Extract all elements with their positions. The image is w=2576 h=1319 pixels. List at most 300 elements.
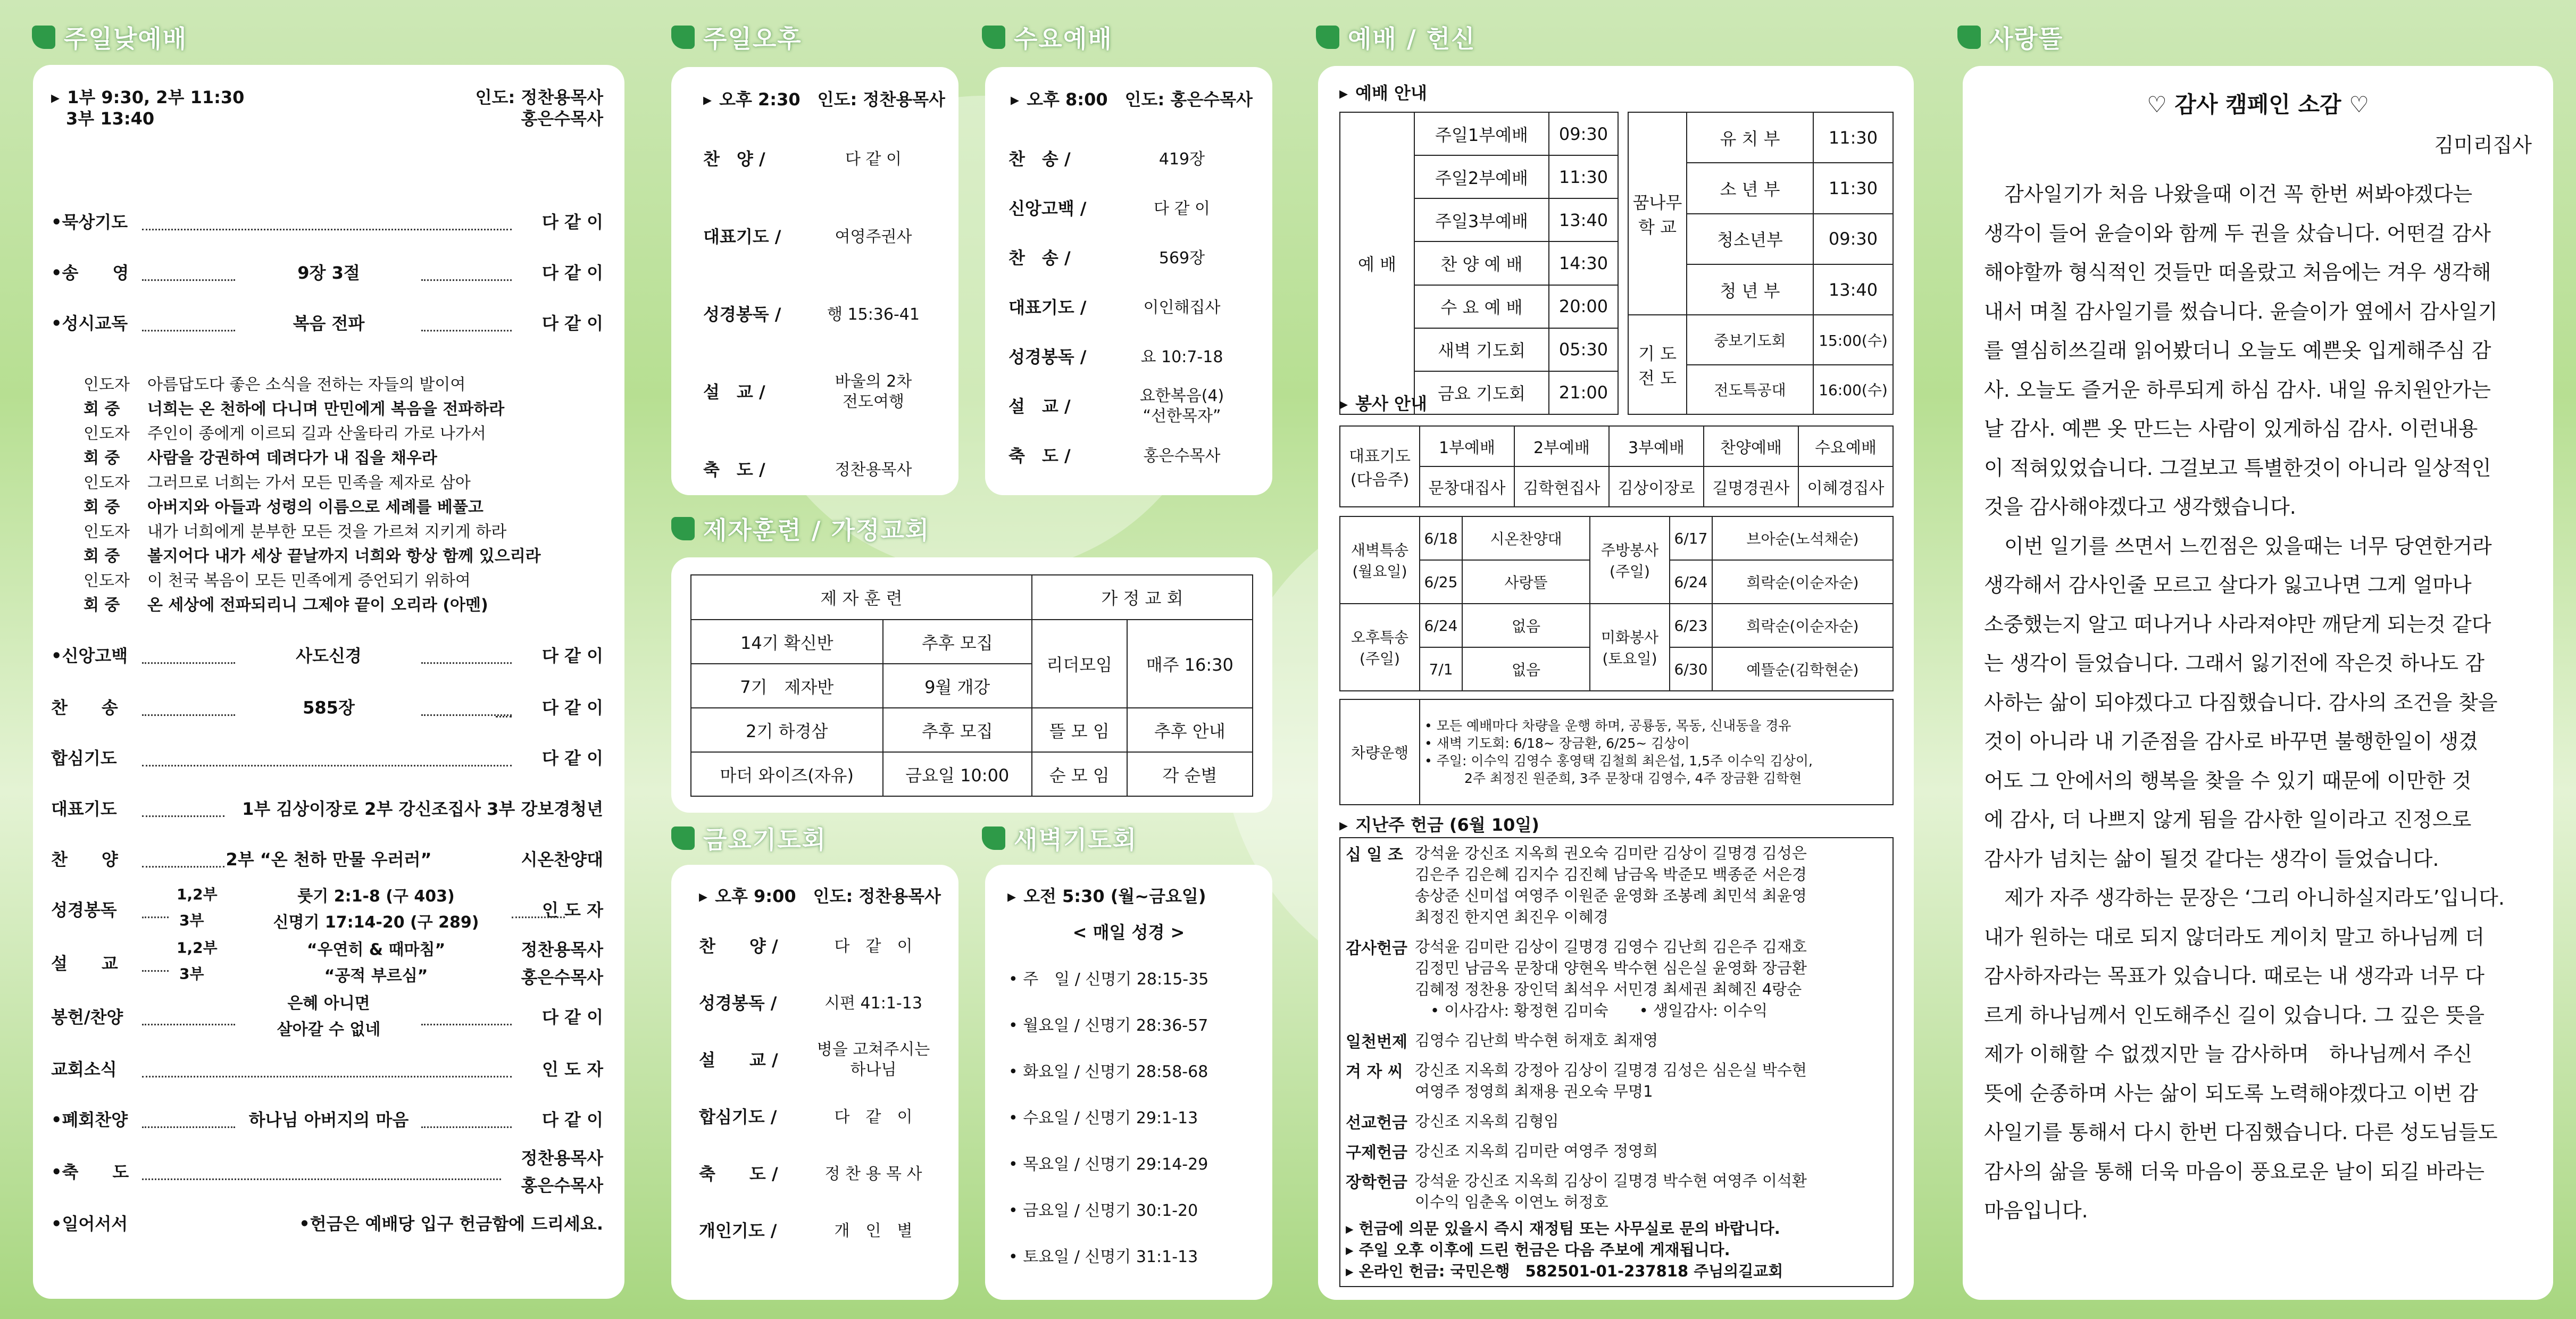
dotted-leader [421,330,512,331]
order-person: 다 같 이 [541,313,603,333]
essay-line: 감사일기가 처음 나왔을때 이건 꼭 한번 써봐야겠다는 [1984,182,2473,206]
dotted-leader [142,1076,512,1078]
order-content: 행 15:36-41 [827,305,920,324]
dotted-leader [421,662,512,664]
order-label: 성경봉독 / [1008,347,1087,367]
table-cell: 1부예배 [1420,426,1514,466]
order-content: 다 같 이 [834,937,913,956]
table-cell: 6/30 [1670,647,1712,691]
leader-name: 홍은수목사 [521,108,603,129]
offering-note: ▸ 온라인 헌금: 국민은행 582501-01-237818 주님의길교회 [1346,1262,1783,1280]
table-cell [1628,112,1687,315]
service-time: ▸ 오후 9:00 인도: 정찬용목사 [699,883,941,907]
table-cell: 금요일 10:00 [883,752,1032,796]
essay-line: 생각해서 감사인줄 모르고 살다가 잃고나면 그게 얼마나 [1984,573,2472,597]
offering-names: 송상준 신미섭 여영주 이원준 윤영화 조봉례 최민석 최윤영 [1415,887,1807,905]
table-cell: 청 년 부 [1687,264,1813,315]
order-content: 요한복음(4) [1139,387,1224,405]
table-cell: 리더모임 [1032,620,1127,708]
table-cell: 주일2부예배 [1414,155,1549,198]
order-content: 다 같 이 [834,1108,913,1126]
essay-line: 사일기를 통해서 다시 한번 다짐했습니다. 다른 성도님들도 [1984,1121,2498,1144]
table-cell: 기 도 [1638,343,1677,364]
table-cell: 09:30 [1549,112,1618,155]
table-cell: 이혜경집사 [1798,466,1893,507]
verse-text: 주인이 종에게 이르되 길과 산울타리 가로 나가서 [147,424,486,444]
order-content: 룻기 2:1-8 (구 403) [297,887,455,906]
service-table [1339,425,1894,507]
order-person: 다 같 이 [541,645,603,666]
order-content: 시편 41:1-13 [824,994,922,1013]
table-cell: 소 년 부 [1687,163,1813,213]
offering-names: 강석윤 김미란 김상이 길명경 김영수 김난희 김은주 김재호 [1415,938,1807,956]
order-label: 대표기도 / [703,227,781,247]
verse-speaker: 회 중 [84,400,120,419]
dotted-leader [142,765,512,766]
essay-line: 이번 일기를 쓰면서 느낀점은 있을때는 너무 당연한거라 [1984,534,2492,558]
verse-speaker: 회 중 [84,547,120,566]
order-label: 찬 송 / [1008,149,1071,169]
section-header [671,16,802,59]
table-cell: 14기 확신반 [691,620,883,664]
vehicle-info [1420,699,1893,805]
table-cell: 차량운행 [1340,699,1420,805]
essay-line: 내서 며칠 감사일기를 썼습니다. 윤슬이가 옆에서 감사일기 [1984,299,2498,323]
order-label: 성경봉독 / [703,304,781,324]
section-header [671,507,930,550]
table-cell: 뜰 모 임 [1032,708,1127,752]
order-content: 사도신경 [296,645,362,666]
order-content: 은혜 아니면 [287,994,370,1013]
table-cell: 11:30 [1813,112,1893,163]
order-person: 다 같 이 [541,1109,603,1130]
table-cell: 13:40 [1549,198,1618,241]
section-header [1957,16,2063,59]
essay-line: 이 적혀있었습니다. 그걸보고 특별한것이 아니라 일상적인 [1984,456,2491,480]
essay-line: 내가 원하는 대로 되지 않더라도 게이치 말고 하나님께 더 [1984,925,2485,949]
order-content: 419장 [1158,150,1205,169]
leaf-square-icon [671,26,695,49]
table-cell: 브아순(노석채순) [1712,516,1893,560]
essay-line: 소중했는지 알고 떠나거나 사라져야만 깨닫게 되는것 같다 [1984,612,2491,636]
verse-speaker: 인도자 [84,473,130,492]
order-part: 3부 [179,911,204,929]
table-cell: 사랑뜰 [1462,560,1590,604]
wednesday-worship-panel [985,67,1272,495]
table-cell: 유 치 부 [1687,112,1813,163]
service-times: ▸ 1부 9:30, 2부 11:30 [51,84,244,108]
essay-line: 사. 오늘도 즐거운 하루되게 하심 감사. 내일 유치원안가는 [1984,378,2491,402]
dotted-leader [142,815,224,817]
daily-bible-reading: • 토요일 / 신명기 31:1-13 [1008,1248,1198,1266]
essay-line: 날 감사. 예쁜 옷 만드는 사람이 있게하심 감사. 이런내용 [1984,417,2478,440]
dotted-leader [142,866,224,867]
order-label: 신앙고백 / [1008,198,1087,219]
order-part: 1,2부 [177,939,218,957]
section-header [1316,16,1476,59]
friday-prayer-panel [671,865,958,1300]
verse-text: 내가 너희에게 분부한 모든 것을 가르쳐 지키게 하라 [147,522,507,541]
dotted-leader [421,1024,512,1025]
order-label: 축 도 / [1008,446,1071,466]
dotted-leader [496,716,512,717]
essay-line: 감사의 삶을 통해 더욱 마음이 풍요로운 날이 되길 바라는 [1984,1159,2485,1183]
order-person: 홍은수목사 [521,1175,603,1196]
table-cell: 추후 안내 [1127,708,1253,752]
order-label: 찬 양 / [699,936,778,956]
verse-speaker: 회 중 [84,498,120,517]
table-cell: 새벽 기도회 [1414,328,1549,371]
table-cell: 09:30 [1813,214,1893,264]
essay-author: 김미리집사 [2434,133,2532,157]
offering-note: ▸ 주일 오후 이후에 드린 헌금은 다음 주보에 게재됩니다. [1346,1241,1730,1259]
order-content: 1부 김상이장로 2부 강신조집사 3부 강보경청년 [242,798,603,819]
service-time: ▸ 오전 5:30 (월~금요일) [1007,883,1206,907]
order-content: 하나님 [850,1061,897,1079]
love-garden-panel [1963,66,2553,1300]
dotted-leader [142,229,512,230]
table-cell: 6/18 [1420,516,1462,560]
essay-line: 마음입니다. [1984,1199,2088,1222]
dotted-leader [142,330,235,331]
table-cell: 21:00 [1549,371,1618,414]
dotted-leader [142,1179,501,1180]
order-person: 인 도 자 [541,1059,603,1080]
table-cell: 각 순별 [1127,752,1253,796]
table-cell: 수요예배 [1798,426,1893,466]
order-label: •성시교독 [51,313,128,333]
offering-category: 겨 자 씨 [1346,1063,1403,1081]
order-label: 봉헌/찬양 [51,1007,123,1028]
leaf-square-icon [1316,26,1339,49]
table-cell: 2부예배 [1514,426,1609,466]
table-cell: 대표기도 (다음주) [1340,426,1420,507]
order-content: 요 10:7-18 [1140,348,1223,366]
offering-names: 김영수 김난희 박수현 허재호 최재영 [1415,1031,1658,1049]
order-content: 585장 [303,697,355,718]
offering-category: 일천번제 [1346,1033,1407,1051]
discipleship-table [690,574,1253,797]
order-content: 바울의 2차 [835,372,912,391]
table-cell: 11:30 [1813,163,1893,213]
verse-text: 그러므로 너희는 가서 모든 민족을 제자로 삼아 [147,473,471,492]
dotted-leader [512,916,565,918]
dotted-leader [142,714,235,716]
order-label: 축 도 / [703,460,765,480]
order-label: 설 교 [51,953,118,974]
table-cell: 희락순(이순자순) [1712,560,1893,604]
worship-offering-panel [1318,66,1914,1300]
essay-line: 사하는 삶이 되야겠다고 다짐했습니다. 감사의 조건을 찾을 [1984,690,2498,714]
service-time: ▸ 오후 2:30 인도: 정찬용목사 [703,86,945,111]
dotted-leader [421,1126,512,1128]
table-cell: 새벽특송 (월요일) [1340,516,1420,604]
leaf-square-icon [671,517,695,540]
verse-text: 너희는 온 천하에 다니며 만민에게 복음을 전파하라 [147,400,505,419]
daily-bible-reading: • 목요일 / 신명기 29:14-29 [1008,1155,1208,1174]
section-title: 금요기도회 [703,825,827,854]
dawn-prayer-panel [985,865,1272,1300]
order-label: •폐회찬양 [51,1109,128,1130]
table-cell: 금요 기도회 [1414,371,1549,414]
order-label: 찬 양 / [703,149,765,169]
essay-line: 감사가 넘치는 삶이 될것 같다는 생각이 들었습니다. [1984,847,2439,871]
order-content: 복음 전파 [293,313,365,333]
table-cell: 6/25 [1420,560,1462,604]
order-label: 찬 송 / [1008,248,1071,268]
section-title: 예배 / 헌신 [1348,24,1476,53]
offering-names: 강신조 지옥희 김미란 여영주 정영희 [1415,1142,1658,1160]
section-header [32,16,187,59]
order-content: 전도여행 [843,393,904,411]
table-cell: 14:30 [1549,241,1618,285]
order-content: “공적 부르심” [324,966,428,986]
table-cell: 김상이장로 [1609,466,1704,507]
order-person: 정찬용목사 [521,939,603,960]
section-header [671,817,827,859]
order-content: “선한목자” [1143,407,1221,425]
dotted-leader [142,1126,235,1128]
table-cell: 3부예배 [1609,426,1704,466]
table-cell: 9월 개강 [883,664,1032,708]
section-title: 제자훈련 / 가정교회 [703,516,930,545]
order-person: 다 같 이 [541,748,603,769]
offering-list [1339,837,1894,1287]
order-label: 교회소식 [51,1059,117,1080]
order-content: “우연히 & 때마침” [306,940,446,959]
offering-names: 김정민 남금옥 문창대 양현옥 박수현 심은실 윤영화 장금환 [1415,959,1807,977]
verse-text: 사람을 강권하여 데려다가 내 집을 채우라 [147,449,437,468]
order-label: 찬 양 [51,849,118,870]
table-cell: 추후 모집 [883,708,1032,752]
table-cell: 오후특송 (주일) [1340,604,1420,691]
essay-line: 어도 그 안에서의 행복을 찾을 수 있기 때문에 이만한 것 [1984,769,2472,792]
service-times: 3부 13:40 [66,108,155,129]
order-content: 살아갈 수 없네 [277,1020,381,1039]
order-person: 정찬용목사 [521,1148,603,1168]
essay-line: 뜻에 순종하며 사는 삶이 되도록 노력해야겠다고 이번 감 [1984,1081,2478,1105]
table-cell: 매주 16:30 [1127,620,1253,708]
dotted-leader [142,1024,235,1025]
dotted-leader [142,916,169,918]
table-cell: 주일1부예배 [1414,112,1549,155]
verse-speaker: 회 중 [84,596,120,615]
essay-line: 를 열심히쓰길래 읽어봤더니 오늘도 예쁜옷 입게해주심 감 [1984,339,2491,362]
table-cell: 없음 [1462,647,1590,691]
verse-text: 온 세상에 전파되리니 그제야 끝이 오리라 (아멘) [147,596,488,615]
table-header: 제 자 훈 련 [691,575,1032,620]
verse-speaker: 인도자 [84,571,130,590]
essay-title: ♡ 감사 캠페인 소감 ♡ [2147,91,2369,118]
essay-line: 것이 아니라 내 기준점을 감사로 바꾸면 불행한일이 생겼 [1984,730,2478,753]
leaf-square-icon [671,827,695,850]
order-label: 성경봉독 / [699,993,777,1013]
offering-names: 강신조 지옥희 강정아 김상이 길명경 김성은 심은실 박수현 [1415,1061,1807,1079]
offering-names: 여영주 정영희 최재용 권오숙 무명1 [1415,1082,1653,1100]
section-header [982,16,1113,59]
table-cell: 시온찬양대 [1462,516,1590,560]
table-cell: 수 요 예 배 [1414,285,1549,328]
essay-line: 르게 하나님께서 인도해주신 길이 있습니다. 그 깊은 뜻을 [1984,1003,2485,1027]
order-label: 개인기도 / [699,1221,777,1241]
order-content: 정 찬 용 목 사 [824,1165,922,1183]
table-cell: 찬양예배 [1704,426,1798,466]
order-content: 정찬용목사 [835,461,912,479]
order-label: •송 영 [51,262,129,283]
essay-line: 제가 자주 생각하는 문장은 ‘그리 아니하실지라도’입니다. [1984,886,2505,909]
table-cell: 20:00 [1549,285,1618,328]
table-cell: 찬 양 예 배 [1414,241,1549,285]
dotted-leader [142,662,235,664]
service-time: ▸ 오후 8:00 인도: 홍은수목사 [1011,86,1253,111]
table-cell: 16:00(수) [1813,365,1893,414]
section-title: 주일오후 [703,24,802,53]
order-label: •신앙고백 [51,645,128,666]
essay-line: 에 감사, 더 나쁘지 않게 됨을 감사한 일이라고 진정으로 [1984,808,2472,831]
sunday-worship-panel [33,65,624,1299]
verse-text: 아름답도다 좋은 소식을 전하는 자들의 발이여 [147,375,466,394]
dotted-leader [142,970,169,972]
daily-bible-reading: • 주 일 / 신명기 28:15-35 [1008,970,1209,989]
offering-names: • 이사감사: 황정현 김미숙 • 생일감사: 이수익 [1415,1001,1768,1020]
order-content: 다 같 이 [845,150,902,169]
order-note: •헌금은 예배당 입구 헌금함에 드리세요. [299,1214,603,1234]
table-cell: 중보기도회 [1687,315,1813,364]
daily-bible-reading: • 월요일 / 신명기 28:36-57 [1008,1016,1208,1035]
section-title: 사랑뜰 [1989,24,2064,53]
order-label: 합심기도 [51,748,117,769]
leaf-square-icon [982,26,1005,49]
order-content: 다 같 이 [1153,199,1210,218]
order-person: 시온찬양대 [521,849,603,870]
table-cell: 6/24 [1420,604,1462,647]
essay-line: 감사하자라는 목표가 있습니다. 때로는 내 생각과 너무 다 [1984,964,2485,988]
offering-names: 강석윤 강신조 지옥희 김상이 길명경 박수현 여영주 이석환 [1415,1172,1807,1190]
table-cell: 예뜰순(김학현순) [1712,647,1893,691]
essay-line: 생각이 들어 윤슬이와 함께 두 권을 샀습니다. 어떤걸 감사 [1984,221,2491,245]
offering-note: ▸ 헌금에 의문 있을시 즉시 재정팀 또는 사무실로 문의 바랍니다. [1346,1220,1780,1238]
order-label: 대표기도 [51,798,117,819]
table-cell: 추후 모집 [883,620,1032,664]
offering-names: 강석윤 강신조 지옥희 권오숙 김미란 김상이 길명경 김성은 [1415,844,1807,862]
vehicle-table [1339,699,1894,805]
section-title: 주일낮예배 [64,24,188,53]
table-cell: 청소년부 [1687,214,1813,264]
verse-speaker: 인도자 [84,424,130,444]
order-label: 설 교 / [703,382,765,402]
order-label: •축 도 [51,1162,129,1182]
table-cell: 05:30 [1549,328,1618,371]
order-person: 다 같 이 [541,697,603,718]
order-part: 3부 [179,965,204,983]
offering-names: 최정진 한지연 최진우 이혜경 [1415,908,1608,926]
vehicle-line: • 주일: 이수익 김영수 홍영택 김철희 최은섭, 1,5주 이수익 김상이, [1424,753,1813,769]
vehicle-line: • 모든 예배마다 차량을 운행 하며, 공룡동, 목동, 신내동을 경유 [1424,718,1791,733]
table-cell: 주방봉사 (주일) [1590,516,1670,604]
leaf-square-icon [32,26,55,49]
order-label: 찬 송 [51,697,118,718]
order-content: 개 인 별 [834,1222,913,1240]
table-cell: 전도특공대 [1687,365,1813,414]
section-header [982,817,1137,859]
table-cell: 7/1 [1420,647,1462,691]
table-cell: 문창대집사 [1420,466,1514,507]
order-label: 축 도 / [699,1164,778,1184]
table-cell: 2기 하경삼 [691,708,883,752]
leaf-square-icon [982,827,1005,850]
order-content: 홍은수목사 [1143,447,1221,465]
subsection-title: ▸ 봉사 안내 [1339,390,1427,415]
offering-names: 김은주 김은혜 김지수 김진혜 남금옥 박준모 백종준 서은경 [1415,865,1807,883]
verse-speaker: 회 중 [84,449,120,468]
verse-speaker: 인도자 [84,375,130,394]
table-cell: 길명경권사 [1704,466,1798,507]
order-person: 다 같 이 [541,262,603,283]
order-label: 합심기도 / [699,1107,777,1127]
table-cell: 11:30 [1549,155,1618,198]
table-cell: 희락순(이순자순) [1712,604,1893,647]
offering-category: 감사헌금 [1346,939,1407,958]
section-title: 새벽기도회 [1014,825,1138,854]
order-label: •일어서서 [51,1214,128,1234]
order-label: 설 교 / [1008,396,1071,416]
offering-category: 구제헌금 [1346,1143,1407,1162]
daily-bible-reading: • 수요일 / 신명기 29:1-13 [1008,1109,1198,1128]
vehicle-line: • 새벽 기도회: 6/18~ 장금환, 6/25~ 김상이 [1424,736,1690,751]
daily-bible-reading: • 화요일 / 신명기 28:58-68 [1008,1063,1208,1081]
offering-category: 선교헌금 [1346,1114,1407,1132]
offering-category: 장학헌금 [1346,1173,1407,1192]
essay-line: 해야할까 형식적인 것들만 떠올랐고 처음에는 겨우 생각해 [1984,261,2491,284]
table-cell: 13:40 [1813,264,1893,315]
essay-line: 제가 이해할 수 없겠지만 늘 감사하며 하나님께서 주신 [1984,1042,2473,1066]
subsection-title: ▸ 예배 안내 [1339,80,1427,104]
order-content: 하나님 아버지의 마음 [248,1109,409,1130]
order-content: 2부 “온 천하 만물 우러러” [226,849,432,870]
leaf-square-icon [1957,26,1981,49]
order-content: 9장 3절 [297,262,360,283]
table-cell: 15:00(수) [1813,315,1893,364]
table-cell: 주일3부예배 [1414,198,1549,241]
table-cell: 예 배 [1340,112,1414,414]
offering-category: 십 일 조 [1346,846,1403,864]
offering-names: 이수익 임춘옥 이연노 허정호 [1415,1193,1608,1211]
vehicle-line: 2주 최정진 원준희, 3주 문창대 김영수, 4주 장금환 김학현 [1424,771,1802,786]
subsection-title: ▸ 지난주 헌금 (6월 10일) [1339,812,1539,836]
school-times-table [1628,112,1894,415]
dotted-leader [421,279,512,281]
verse-text: 볼지어다 내가 세상 끝날까지 너희와 항상 함께 있으리라 [147,547,541,566]
order-content: 여영주권사 [835,228,912,246]
order-label: 설 교 / [699,1050,778,1070]
table-cell: 김학현집사 [1514,466,1609,507]
order-part: 1,2부 [177,885,218,903]
table-header: 가 정 교 회 [1032,575,1253,620]
order-person: 다 같 이 [541,1007,603,1028]
order-content: 569장 [1158,249,1205,268]
table-cell: 전 도 [1638,368,1677,388]
table-cell: 6/24 [1670,560,1712,604]
table-cell: 6/23 [1670,604,1712,647]
discipleship-panel [671,557,1272,813]
worship-times-table [1339,112,1619,415]
order-label: 성경봉독 [51,899,117,920]
order-person: 인 도 자 [541,899,603,920]
section-title: 수요예배 [1014,24,1113,53]
verse-text: 아버지와 아들과 성령의 이름으로 세례를 베풀고 [147,498,483,517]
daily-bible-title: < 매일 성경 > [1072,922,1185,942]
order-person: 홍은수목사 [521,967,603,988]
